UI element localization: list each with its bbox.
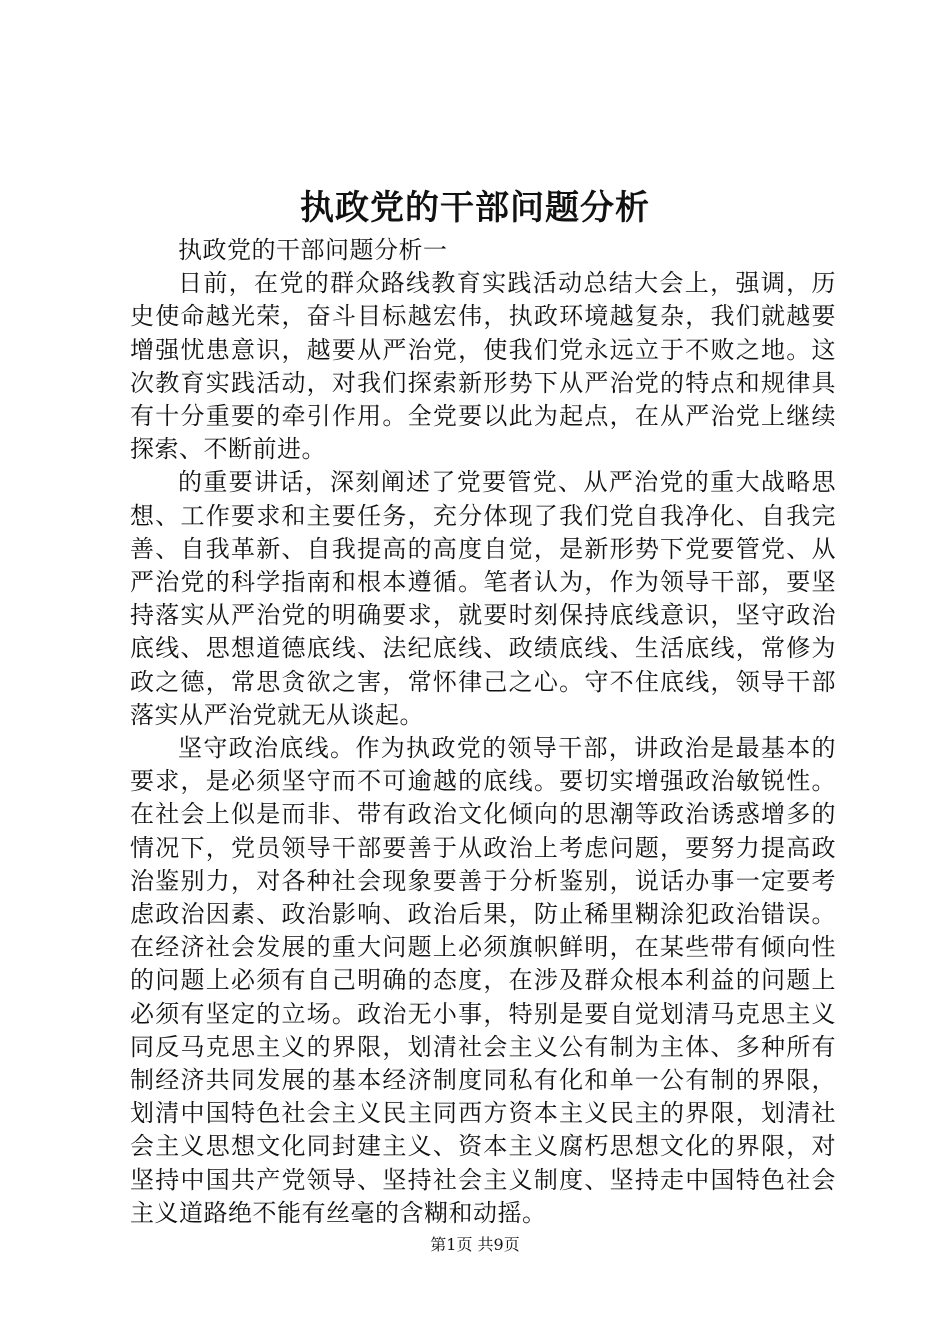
paragraph-subtitle: 执政党的干部问题分析一 [178,236,448,264]
paragraph-2: 的重要讲话，深刻阐述了党要管党、从严治党的重大战略思想、工作要求和主要任务，充分体现了我们党自我净化、自我完善、自我革新、自我提高的高度自觉，是新形势下党要管党、从严治党的科学指南和根本遵循。笔者认为，作为领导干部，要坚持落实从严治党的明确要求，就要时刻保持底线意识，坚守政治底线、思想道德底线、法纪底线、政绩底线、生活底线，常修为政之德，常思贪欲之害，常怀律己之心。守不住底线，领导干部落实从严治党就无从谈起。 [130,468,836,729]
page-number: 第1页 共9页 [430,1235,520,1254]
document-body [130,234,836,1230]
paragraph-3: 坚守政治底线。作为执政党的领导干部，讲政治是最基本的要求，是必须坚守而不可逾越的底线。要切实增强政治敏锐性。在社会上似是而非、带有政治文化倾向的思潮等政治诱惑增多的情况下，党员领导干部要善于从政治上考虑问题，要努力提高政治鉴别力，对各种社会现象要善于分析鉴别，说话办事一定要考虑政治因素、政治影响、政治后果，防止稀里糊涂犯政治错误。在经济社会发展的重大问题上必须旗帜鲜明，在某些带有倾向性的问题上必须有自己明确的态度，在涉及群众根本利益的问题上必须有坚定的立场。政治无小事，特别是要自觉划清马克思主义同反马克思主义的界限，划清社会主义公有制为主体、多种所有制经济共同发展的基本经济制度同私有化和单一公有制的界限，划清中国特色社会主义民主同西方资本主义民主的界限，划清社会主义思想文化同封建主义、资本主义腐朽思想文化的界限，对坚持中国共产党领导、坚持社会主义制度、坚持走中国特色社会主义道路绝不能有丝毫的含糊和动摇。 [130,734,836,1227]
document-title: 执政党的干部问题分析 [300,188,650,228]
paragraph-1: 日前，在党的群众路线教育实践活动总结大会上，强调，历史使命越光荣，奋斗目标越宏伟，执政环境越复杂，我们就越要增强忧患意识，越要从严治党，使我们党永远立于不败之地。这次教育实践活动，对我们探索新形势下从严治党的特点和规律具有十分重要的牵引作用。全党要以此为起点，在从严治党上继续探索、不断前进。 [130,269,836,464]
